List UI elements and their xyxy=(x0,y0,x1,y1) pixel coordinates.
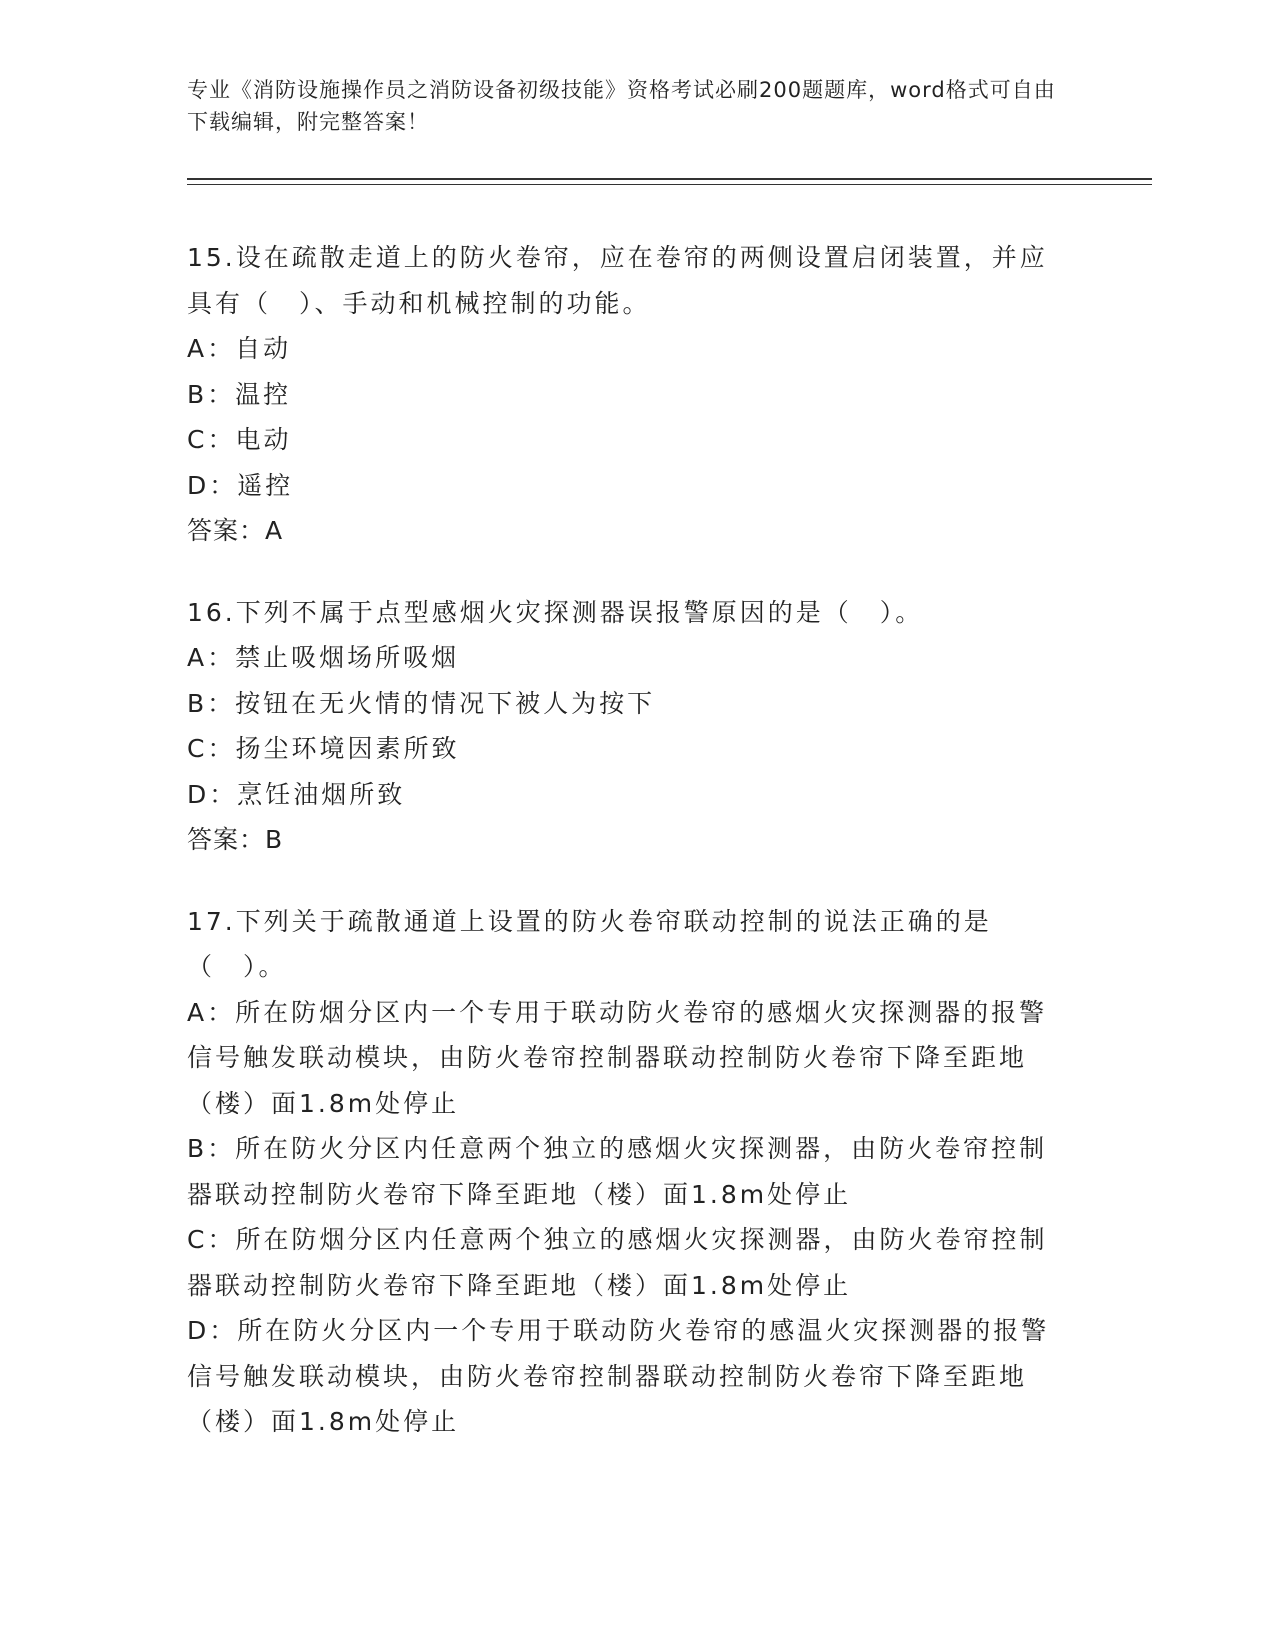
option-b: B：按钮在无火情的情况下被人为按下 xyxy=(187,688,656,718)
option-d: D：烹饪油烟所致 xyxy=(187,779,406,809)
answer-line xyxy=(187,817,1067,863)
option-c: C：所在防烟分区内任意两个独立的感烟火灾探测器，由防火卷帘控制器联动控制防火卷帘下降至距地（楼）面1.8m处停止 xyxy=(187,1225,1048,1300)
option-b: B：温控 xyxy=(187,379,292,409)
answer-value: B xyxy=(265,825,284,854)
option-b: B：所在防火分区内任意两个独立的感烟火灾探测器，由防火卷帘控制器联动控制防火卷帘下降至距地（楼）面1.8m处停止 xyxy=(187,1134,1048,1209)
option-d: D：所在防火分区内一个专用于联动防火卷帘的感温火灾探测器的报警信号触发联动模块，由防火卷帘控制器联动控制防火卷帘下降至距地（楼）面1.8m处停止 xyxy=(187,1316,1050,1436)
header-divider-thick xyxy=(187,178,1152,180)
document-header xyxy=(187,74,1067,138)
header-text: 专业《消防设施操作员之消防设备初级技能》资格考试必刷200题题库，word格式可自由下载编辑，附完整答案！ xyxy=(187,78,1056,134)
option-a: A：自动 xyxy=(187,334,292,363)
option-c: C：扬尘环境因素所致 xyxy=(187,734,460,763)
question-stem: 15.设在疏散走道上的防火卷帘，应在卷帘的两侧设置启闭装置，并应具有（ ）、手动和机械控制的功能。 xyxy=(187,243,1048,318)
question-17 xyxy=(187,899,1067,1445)
answer-label: 答案： xyxy=(187,516,266,545)
option-c: C：电动 xyxy=(187,425,292,454)
option-d: D：遥控 xyxy=(187,470,294,500)
option-a: A：禁止吸烟场所吸烟 xyxy=(187,643,460,672)
header-divider-thin xyxy=(187,184,1152,185)
answer-value: A xyxy=(265,516,284,545)
question-15 xyxy=(187,235,1067,554)
question-16 xyxy=(187,590,1067,863)
answer-line xyxy=(187,508,1067,554)
option-a: A：所在防烟分区内一个专用于联动防火卷帘的感烟火灾探测器的报警信号触发联动模块，由防火卷帘控制器联动控制防火卷帘下降至距地（楼）面1.8m处停止 xyxy=(187,997,1048,1118)
question-stem: 17.下列关于疏散通道上设置的防火卷帘联动控制的说法正确的是（ ）。 xyxy=(187,906,992,981)
question-list xyxy=(187,235,1067,1481)
answer-label: 答案： xyxy=(187,825,266,854)
question-stem: 16.下列不属于点型感烟火灾探测器误报警原因的是（ ）。 xyxy=(187,597,924,627)
